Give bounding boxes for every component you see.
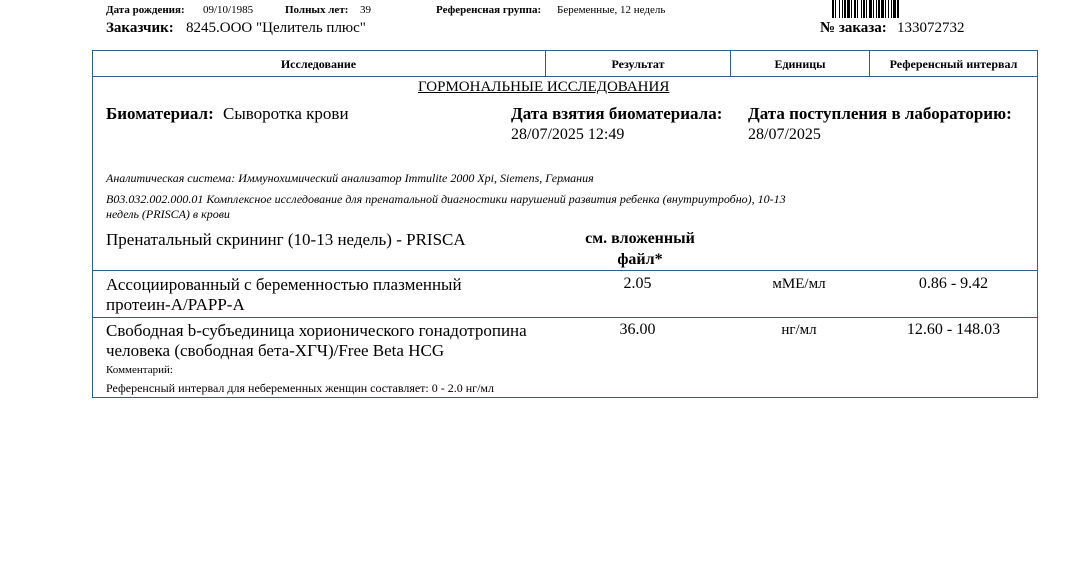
order-label: № заказа: bbox=[820, 20, 887, 36]
row-hcg-name-line2: человека (свободная бета-ХГЧ)/Free Beta HCG bbox=[106, 341, 445, 360]
row-divider bbox=[92, 317, 1038, 318]
row-hcg-reference: 12.60 - 148.03 bbox=[906, 321, 1001, 338]
header-divider bbox=[92, 76, 1038, 77]
section-title: ГОРМОНАЛЬНЫЕ ИССЛЕДОВАНИЯ bbox=[418, 79, 670, 95]
column-header-result: Результат bbox=[611, 57, 665, 71]
received-date-label: Дата поступления в лабораторию: bbox=[748, 104, 1012, 123]
biomaterial-label: Биоматериал: bbox=[106, 104, 214, 123]
column-header-reference: Референсный интервал bbox=[889, 57, 1018, 71]
customer-label: Заказчик: bbox=[106, 20, 174, 36]
order-value: 133072732 bbox=[897, 20, 965, 36]
row-papp-name-line2: протеин-А/PAPP-A bbox=[106, 295, 245, 314]
row-papp-reference: 0.86 - 9.42 bbox=[918, 275, 989, 292]
service-note-line2: недель (PRISCA) в крови bbox=[106, 207, 230, 221]
row-divider bbox=[92, 270, 1038, 271]
screening-result-line1: см. вложенный bbox=[585, 230, 695, 247]
column-header-units: Единицы bbox=[774, 57, 826, 71]
screening-result-line2: файл* bbox=[617, 251, 663, 268]
row-hcg-result: 36.00 bbox=[619, 321, 656, 338]
customer-value: 8245.ООО "Целитель плюс" bbox=[186, 20, 366, 36]
biomaterial-value: Сыворотка крови bbox=[223, 104, 349, 123]
row-papp-result: 2.05 bbox=[623, 275, 652, 292]
row-papp-units: мМЕ/мл bbox=[772, 276, 826, 292]
ref-group-label: Референсная группа: bbox=[436, 4, 542, 16]
service-note-line1: B03.032.002.000.01 Комплексное исследование для пренатальной диагностики нарушений развития ребенка (внутриутробно), 10-13 bbox=[106, 192, 786, 206]
received-date-value: 28/07/2025 bbox=[748, 126, 821, 143]
row-hcg-name-line1: Свободная b-субъединица хорионического гонадотропина bbox=[106, 321, 527, 340]
row-papp-name-line1: Ассоциированный с беременностью плазменный bbox=[106, 275, 462, 294]
screening-name: Пренатальный скрининг (10-13 недель) - PRISCA bbox=[106, 230, 466, 249]
ref-group-value: Беременные, 12 недель bbox=[557, 4, 666, 16]
age-value: 39 bbox=[360, 4, 371, 16]
sample-date-value: 28/07/2025 12:49 bbox=[511, 126, 625, 143]
comment-text: Референсный интервал для небеременных женщин составляет: 0 - 2.0 нг/мл bbox=[106, 381, 495, 395]
barcode-image bbox=[832, 0, 974, 18]
dob-label: Дата рождения: bbox=[106, 4, 185, 16]
sample-date-label: Дата взятия биоматериала: bbox=[511, 104, 723, 123]
age-label: Полных лет: bbox=[285, 4, 349, 16]
row-hcg-units: нг/мл bbox=[781, 322, 817, 338]
comment-label: Комментарий: bbox=[106, 364, 173, 376]
analyzer-note: Аналитическая система: Иммунохимический анализатор Immulite 2000 Xpi, Siemens, Германия bbox=[106, 171, 594, 185]
column-header-study: Исследование bbox=[280, 57, 357, 71]
dob-value: 09/10/1985 bbox=[203, 4, 254, 16]
